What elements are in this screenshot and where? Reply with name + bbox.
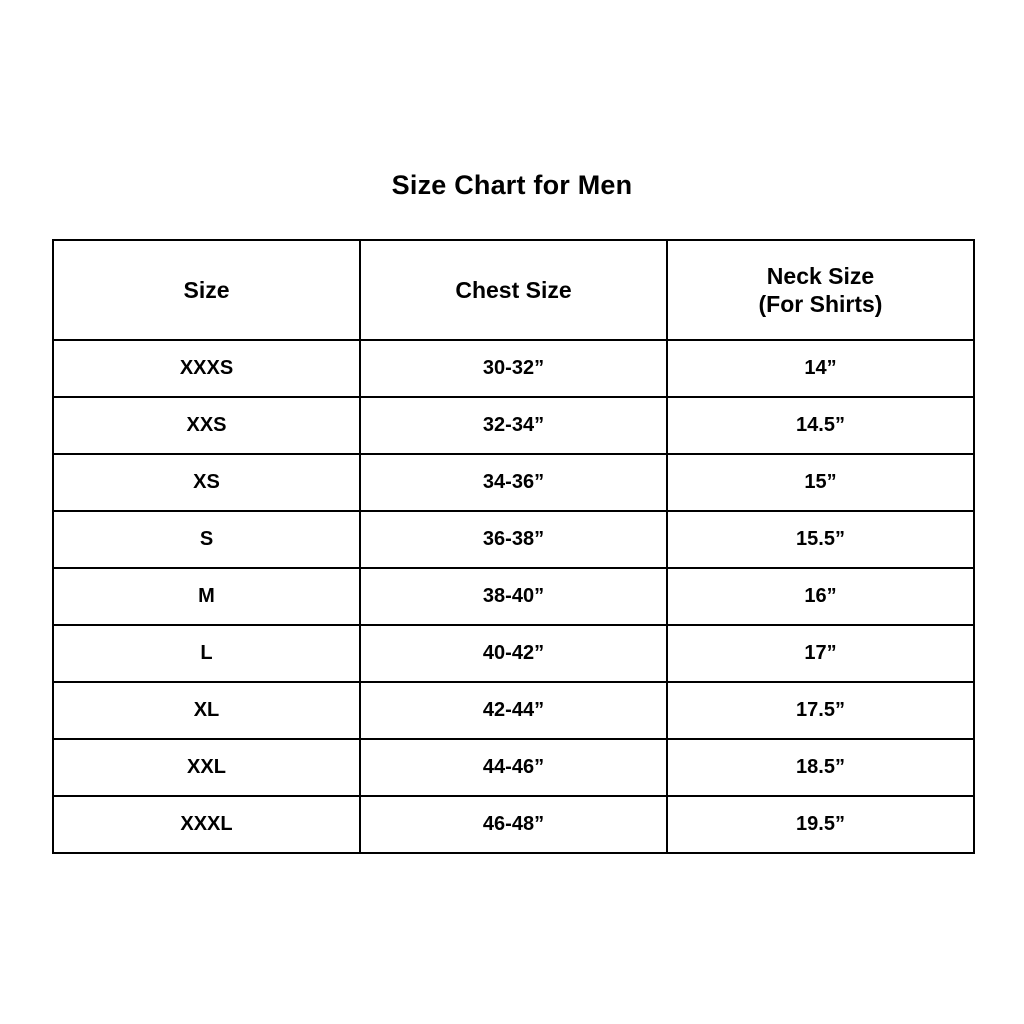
page-title: Size Chart for Men: [391, 170, 633, 200]
cell-size: XXL: [53, 739, 360, 796]
table-row: [53, 454, 974, 511]
column-header-chest-size: [360, 240, 667, 340]
size-chart-table-container: [52, 239, 973, 854]
size-chart-table: [52, 239, 975, 854]
cell-chest: 34-36”: [360, 454, 667, 511]
table-row: [53, 682, 974, 739]
cell-neck: 17.5”: [667, 682, 974, 739]
table-row: [53, 796, 974, 853]
column-header-size: [53, 240, 360, 340]
table-row: [53, 511, 974, 568]
cell-size: XXXS: [53, 340, 360, 397]
cell-chest: 44-46”: [360, 739, 667, 796]
table-body: [53, 340, 974, 853]
column-header-chest-size-label: Chest Size: [455, 276, 572, 303]
cell-size: S: [53, 511, 360, 568]
cell-size: XL: [53, 682, 360, 739]
cell-neck: 14.5”: [667, 397, 974, 454]
cell-chest: 46-48”: [360, 796, 667, 853]
cell-neck: 17”: [667, 625, 974, 682]
column-header-neck-size-sublabel: (For Shirts): [758, 291, 883, 317]
cell-size: XXXL: [53, 796, 360, 853]
cell-chest: 38-40”: [360, 568, 667, 625]
cell-neck: 14”: [667, 340, 974, 397]
table-header-row: [53, 240, 974, 340]
cell-size: XS: [53, 454, 360, 511]
cell-neck: 15.5”: [667, 511, 974, 568]
table-row: [53, 397, 974, 454]
cell-neck: 15”: [667, 454, 974, 511]
table-row: [53, 568, 974, 625]
cell-size: XXS: [53, 397, 360, 454]
column-header-neck-size: [667, 240, 974, 340]
table-header: [53, 240, 974, 340]
table-row: [53, 340, 974, 397]
cell-neck: 16”: [667, 568, 974, 625]
cell-neck: 18.5”: [667, 739, 974, 796]
cell-chest: 42-44”: [360, 682, 667, 739]
column-header-neck-size-label: Neck Size: [766, 262, 875, 289]
cell-chest: 32-34”: [360, 397, 667, 454]
cell-neck: 19.5”: [667, 796, 974, 853]
cell-size: M: [53, 568, 360, 625]
cell-chest: 30-32”: [360, 340, 667, 397]
cell-chest: 40-42”: [360, 625, 667, 682]
cell-chest: 36-38”: [360, 511, 667, 568]
cell-size: L: [53, 625, 360, 682]
table-row: [53, 739, 974, 796]
table-row: [53, 625, 974, 682]
column-header-size-label: Size: [183, 276, 230, 303]
